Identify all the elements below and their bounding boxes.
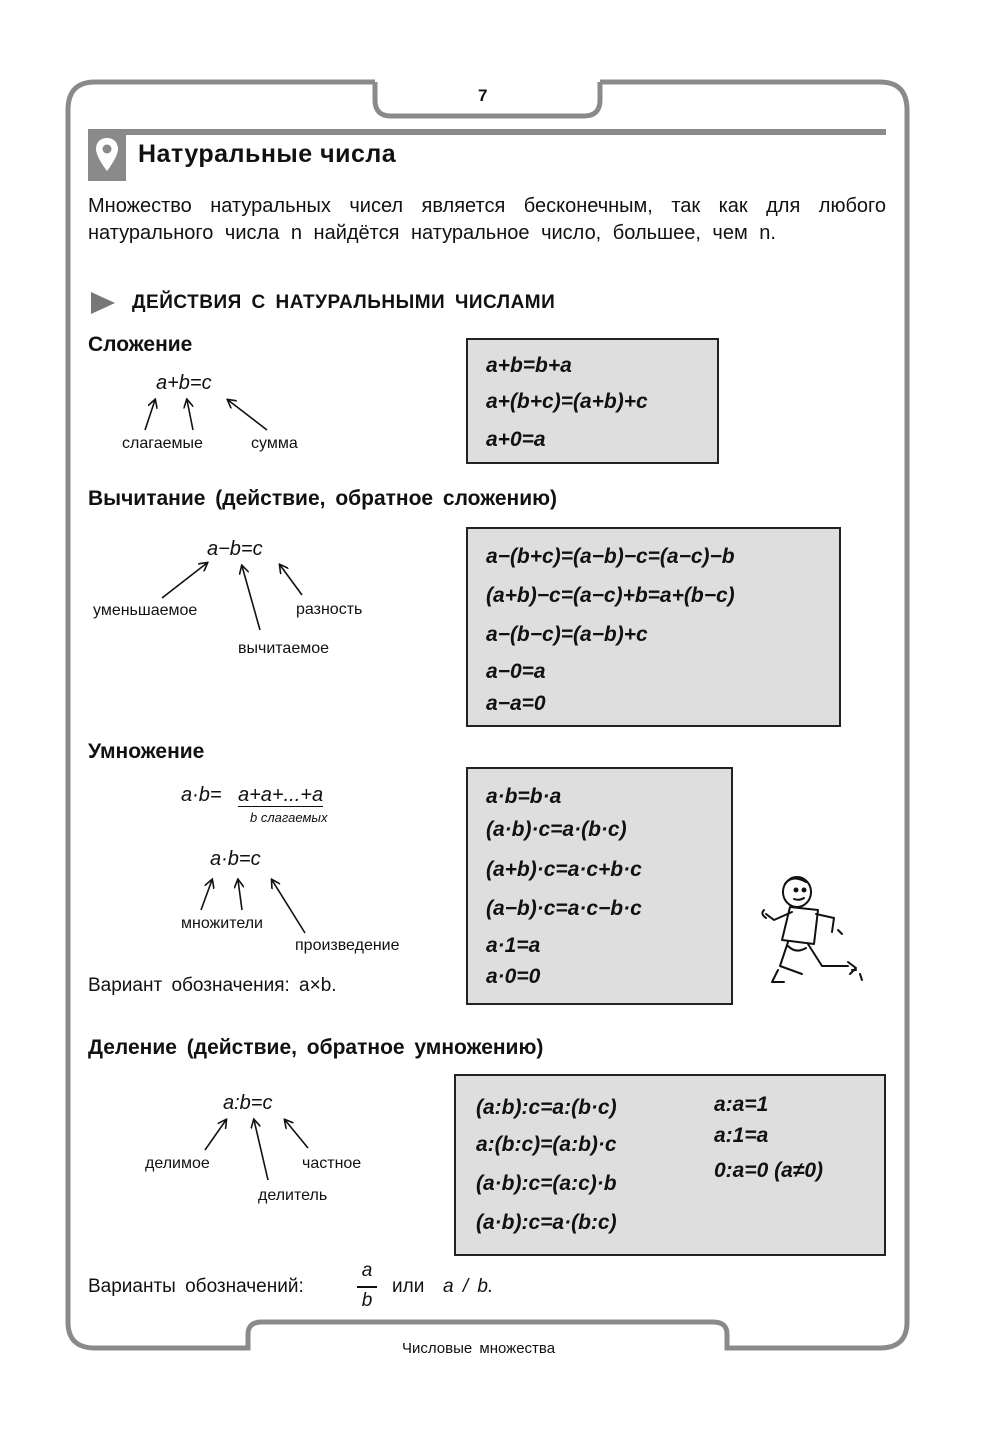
subtraction-rules-box [466, 527, 841, 727]
multiplication-rule: a·b=b·a [486, 785, 562, 808]
multiplication-def-right: a+a+...+a [238, 784, 324, 806]
subtraction-rule: a−(b+c)=(a−b)−c=(a−c)−b [486, 545, 735, 568]
label-difference: разность [296, 601, 363, 618]
fraction-numerator: a [361, 1260, 373, 1281]
addition-rule: a+0=a [486, 428, 546, 451]
division-rule: (a·b):c=a·(b:c) [476, 1211, 617, 1234]
actions-subheading: ДЕЙСТВИЯ С НАТУРАЛЬНЫМИ ЧИСЛАМИ [132, 292, 556, 313]
division-rule: (a·b):c=(a:c)·b [476, 1172, 617, 1195]
label-minuend: уменьшаемое [93, 602, 198, 619]
addition-rule: a+(b+c)=(a+b)+c [486, 390, 648, 413]
multiplication-rule: (a·b)·c=a·(b·c) [486, 818, 627, 841]
division-equation: a:b=c [223, 1092, 273, 1114]
division-variants-slash: a / b. [443, 1276, 494, 1297]
label-factors: множители [181, 915, 263, 932]
division-heading: Деление (действие, обратное умножению) [88, 1036, 544, 1059]
fraction-denominator: b [361, 1290, 373, 1311]
multiplication-equation: a·b=c [210, 848, 261, 870]
subtraction-heading: Вычитание (действие, обратное сложению) [88, 487, 558, 510]
division-variants-or: или [392, 1276, 425, 1297]
label-terms: слагаемые [122, 435, 203, 452]
subtraction-equation: a−b=c [207, 538, 263, 560]
addition-rule: a+b=b+a [486, 354, 572, 377]
division-rule: 0:a=0 (a≠0) [714, 1159, 823, 1182]
multiplication-rules-box [466, 767, 733, 1005]
label-subtrahend: вычитаемое [238, 640, 330, 657]
division-rule: a:1=a [714, 1124, 769, 1147]
subtraction-rule: a−0=a [486, 660, 546, 683]
multiplication-rule: (a−b)·c=a·c−b·c [486, 897, 642, 920]
label-divisor: делитель [258, 1187, 328, 1204]
addition-rules-box [466, 338, 719, 464]
label-dividend: делимое [145, 1155, 210, 1172]
multiplication-def-left: a·b= [181, 784, 222, 806]
division-rule: (a:b):c=a:(b·c) [476, 1096, 617, 1119]
division-rule: a:a=1 [714, 1093, 769, 1116]
multiplication-rule: a·1=a [486, 934, 541, 957]
subtraction-rule: a−a=0 [486, 692, 546, 715]
label-quotient: частное [302, 1155, 362, 1172]
intro-paragraph: Множество натуральных чисел является бесконечным, так как для любого натурального числа n найдётся натуральное число, большее, чем n. [88, 195, 886, 244]
multiplication-heading: Умножение [88, 740, 205, 763]
page-title: Натуральные числа [138, 140, 397, 168]
running-boy-illustration [752, 870, 882, 1010]
subtraction-rule: (a+b)−c=(a−c)+b=a+(b−c) [486, 584, 735, 607]
multiplication-rule: a·0=0 [486, 965, 541, 988]
multiplication-rule: (a+b)·c=a·c+b·c [486, 858, 642, 881]
division-variants-prefix: Варианты обозначений: [88, 1276, 304, 1297]
addition-heading: Сложение [88, 333, 193, 356]
label-product: произведение [295, 937, 400, 954]
fraction-bar [357, 1286, 377, 1288]
footer-section-title: Числовые множества [402, 1340, 556, 1357]
division-rules-box [454, 1074, 886, 1256]
multiplication-def-caption: b слагаемых [250, 810, 328, 825]
page-number: 7 [478, 86, 488, 105]
subtraction-rule: a−(b−c)=(a−b)+c [486, 623, 648, 646]
division-rule: a:(b:c)=(a:b)·c [476, 1133, 617, 1156]
addition-equation: a+b=c [156, 372, 212, 394]
label-sum: сумма [251, 435, 298, 452]
multiplication-variant: Вариант обозначения: a×b. [88, 975, 337, 996]
